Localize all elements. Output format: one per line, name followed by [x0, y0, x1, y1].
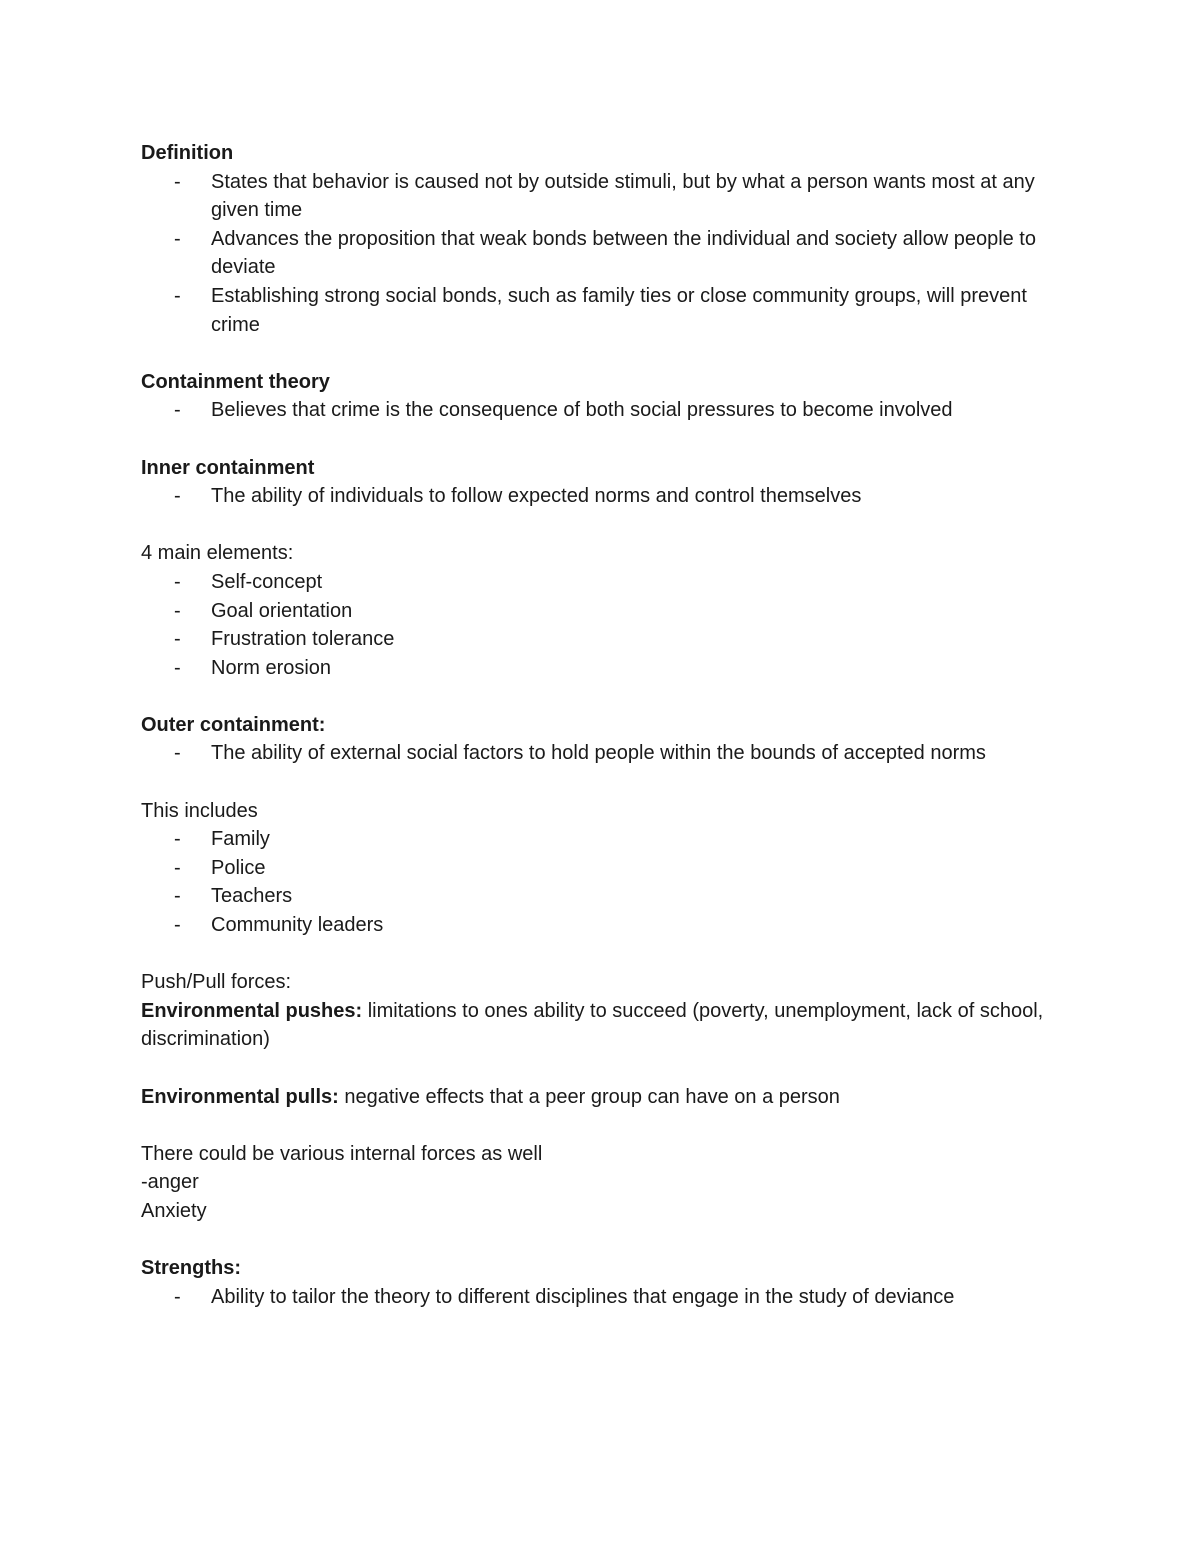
definition-list	[141, 168, 1071, 340]
dash-bullet: -	[174, 599, 181, 622]
strengths-heading: Strengths:	[141, 1257, 241, 1280]
containment-theory-list	[141, 396, 1071, 425]
dash-bullet: -	[174, 570, 181, 593]
strengths-list	[141, 1283, 1071, 1312]
pulls-text: negative effects that a peer group can have on a person	[338, 1085, 840, 1108]
dash-bullet: -	[174, 742, 181, 765]
dash-bullet: -	[174, 399, 181, 422]
list-item: - The ability of individuals to follow expected norms and control themselves	[141, 482, 1071, 511]
list-item: - Police	[141, 854, 1071, 883]
definition-heading: Definition	[141, 142, 234, 164]
list-item: - Teachers	[141, 882, 1071, 911]
list-item: - Family	[141, 825, 1071, 854]
dash-bullet: -	[174, 656, 181, 679]
environmental-pulls	[141, 1083, 1071, 1112]
dash-bullet: -	[174, 1285, 181, 1308]
inner-containment-list	[141, 482, 1071, 511]
dash-bullet: -	[174, 628, 181, 651]
list-item: - Ability to tailor the theory to different disciplines that engage in the study of deviance	[141, 1283, 1071, 1312]
dash-bullet: -	[174, 170, 181, 193]
internal-force-anger: -anger	[141, 1171, 199, 1194]
list-item: - Self-concept	[141, 568, 1071, 597]
internal-forces-intro: There could be various internal forces as well	[141, 1142, 543, 1165]
dash-bullet: -	[174, 227, 181, 250]
spacer	[141, 511, 1071, 540]
list-item: - The ability of external social factors to hold people within the bounds of accepted norms	[141, 739, 1071, 768]
pushes-label: Environmental pushes:	[141, 999, 363, 1022]
list-item: - Goal orientation	[141, 597, 1071, 626]
pushes-text: limitations to ones ability to succeed (poverty, unemployment, lack of school, discrimination)	[141, 999, 1044, 1051]
containment-theory-heading: Containment theory	[141, 370, 330, 393]
list-item: - Advances the proposition that weak bonds between the individual and society allow people to deviate	[141, 225, 1071, 282]
outer-containment-list	[141, 739, 1071, 768]
list-item: - Frustration tolerance	[141, 625, 1071, 654]
includes-list	[141, 825, 1071, 939]
includes-intro: This includes	[141, 799, 258, 822]
push-pull-intro: Push/Pull forces:	[141, 971, 292, 994]
dash-bullet: -	[174, 914, 181, 937]
environmental-pushes	[141, 997, 1071, 1054]
pulls-label: Environmental pulls:	[141, 1085, 339, 1108]
dash-bullet: -	[174, 284, 181, 307]
internal-force-anxiety: Anxiety	[141, 1199, 207, 1222]
spacer	[141, 1054, 1071, 1083]
spacer	[141, 339, 1071, 368]
list-item: - Community leaders	[141, 911, 1071, 940]
spacer	[141, 682, 1071, 711]
dash-bullet: -	[174, 885, 181, 908]
dash-bullet: -	[174, 485, 181, 508]
spacer	[141, 940, 1071, 969]
list-item: - Believes that crime is the consequence of both social pressures to become involved	[141, 396, 1071, 425]
list-item: - States that behavior is caused not by outside stimuli, but by what a person wants most at any given time	[141, 168, 1071, 225]
spacer	[141, 1111, 1071, 1140]
main-elements-intro: 4 main elements:	[141, 542, 294, 565]
spacer	[141, 768, 1071, 797]
spacer	[141, 425, 1071, 454]
main-elements-list	[141, 568, 1071, 682]
outer-containment-heading: Outer containment:	[141, 713, 326, 736]
document-page	[141, 139, 1071, 1311]
dash-bullet: -	[174, 828, 181, 851]
inner-containment-heading: Inner containment	[141, 456, 315, 479]
list-item: - Establishing strong social bonds, such as family ties or close community groups, will prevent crime	[141, 282, 1071, 339]
dash-bullet: -	[174, 856, 181, 879]
list-item: - Norm erosion	[141, 654, 1071, 683]
spacer	[141, 1226, 1071, 1255]
